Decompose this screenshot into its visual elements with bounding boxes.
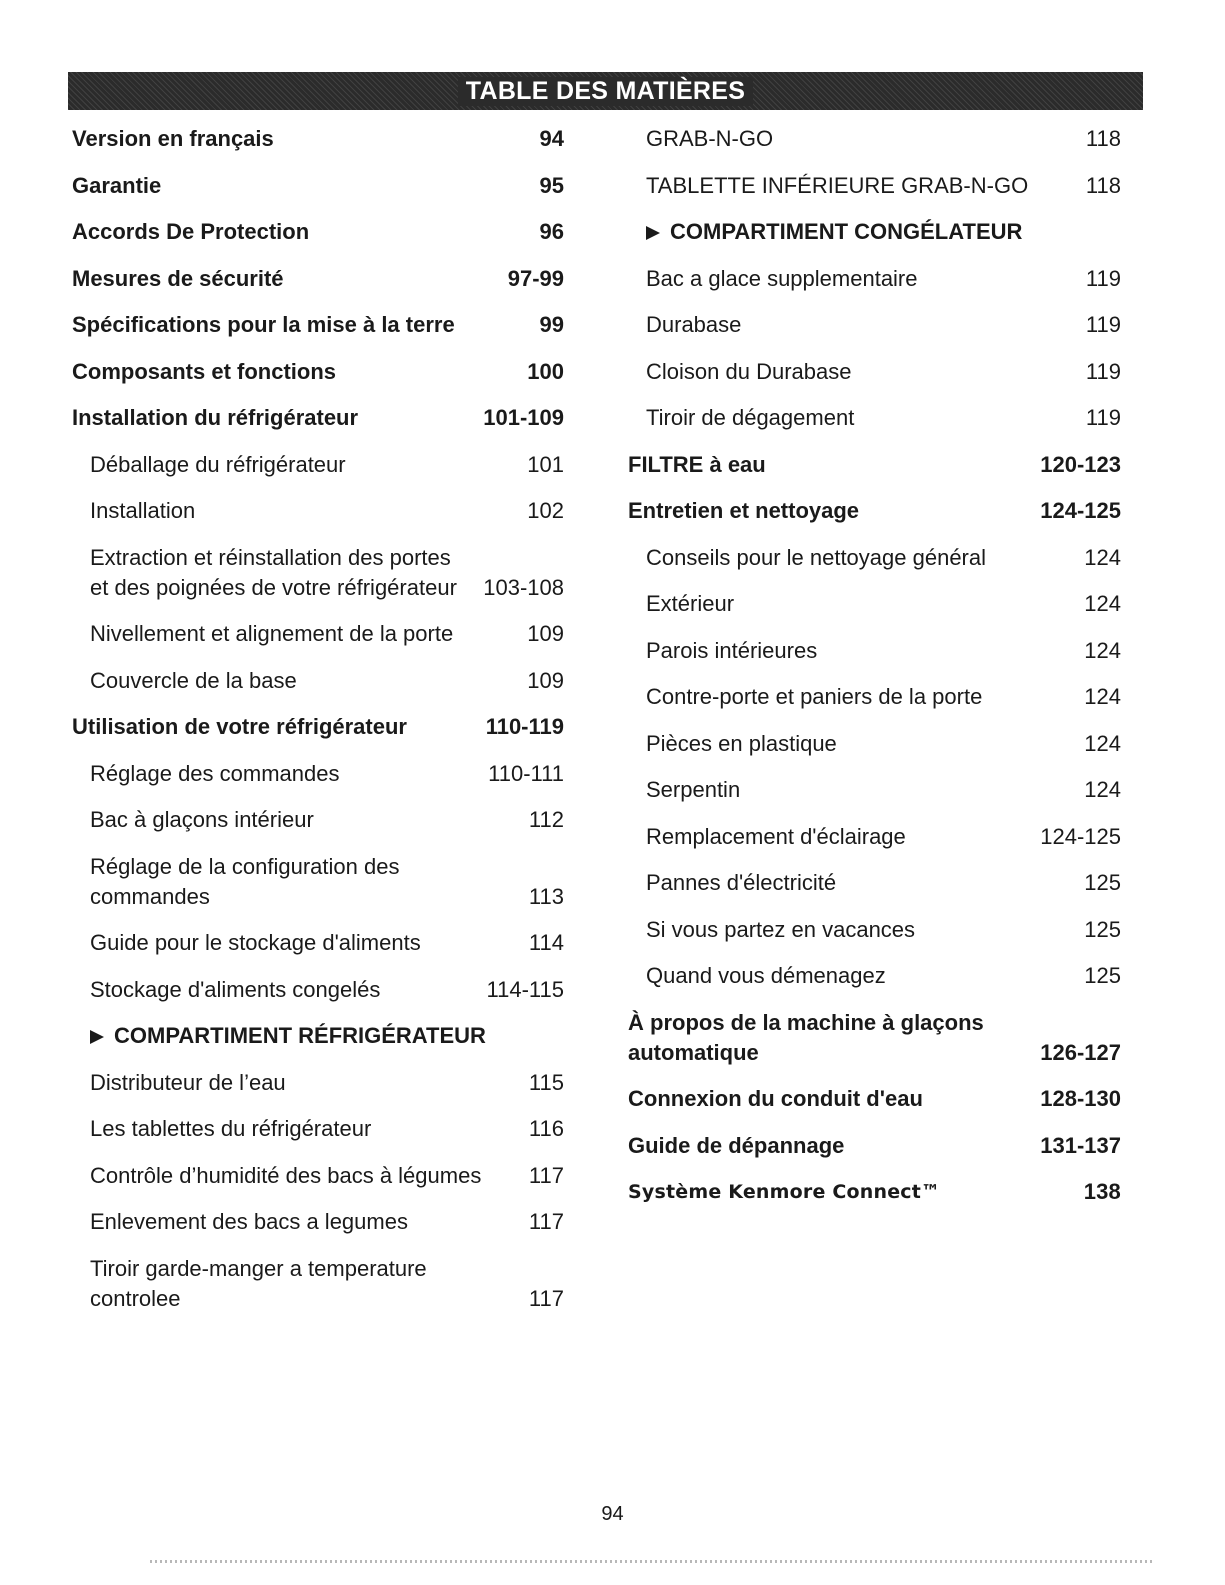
toc-entry-page: 95	[539, 172, 564, 198]
toc-entry-page: 119	[1085, 358, 1121, 384]
triangle-right-icon	[90, 1030, 104, 1044]
toc-entry[interactable]	[72, 759, 564, 789]
toc-entry-page: 119	[1085, 312, 1121, 337]
toc-entry-page: 125	[1084, 916, 1121, 942]
toc-entry-page: 118	[1085, 172, 1121, 198]
toc-entry-page: 124	[1084, 591, 1121, 616]
toc-entry[interactable]	[72, 403, 564, 433]
toc-entry-title: Nivellement et alignement de la porte	[90, 621, 454, 646]
toc-entry-page: 99	[539, 312, 564, 337]
toc-entry-title: Si vous partez en vacances	[646, 916, 916, 942]
page-number: 94	[601, 1503, 624, 1525]
page-title: TABLE DES MATIÈRES	[458, 77, 753, 106]
toc-entry-title: Installation du réfrigérateur	[72, 405, 359, 430]
toc-entry-title: Distributeur de l’eau	[90, 1069, 286, 1095]
toc-entry[interactable]	[628, 217, 1121, 247]
toc-entry[interactable]	[72, 496, 564, 526]
toc-entry[interactable]	[72, 264, 564, 294]
toc-entry-title: Durabase	[646, 312, 742, 337]
toc-entry-title: Contrôle d’humidité des bacs à légumes	[90, 1162, 482, 1188]
toc-entry[interactable]	[72, 450, 564, 480]
toc-entry-page: 113	[528, 883, 564, 909]
toc-entry[interactable]	[628, 264, 1121, 294]
toc-entry-page: 117	[528, 1285, 564, 1311]
toc-entry-title: Quand vous démenagez	[646, 963, 886, 988]
toc-entry-title: Entretien et nettoyage	[628, 498, 860, 523]
toc-entry[interactable]	[72, 543, 564, 603]
triangle-right-icon	[646, 226, 660, 240]
toc-entry-page: 124	[1084, 730, 1121, 756]
toc-entry-title: Bac a glace supplementaire	[646, 265, 918, 291]
toc-entry[interactable]	[628, 496, 1121, 526]
toc-entry-page: 115	[528, 1069, 564, 1095]
toc-entry-page: 128-130	[1040, 1086, 1121, 1111]
toc-entry-page: 116	[528, 1116, 564, 1141]
toc-entry-title: À propos de la machine à glaçons automatique	[628, 1009, 984, 1065]
toc-entry-page: 112	[528, 807, 564, 832]
toc-entry[interactable]	[628, 775, 1121, 805]
toc-entry-page: 124-125	[1040, 823, 1121, 849]
toc-entry-page: 125	[1084, 870, 1121, 895]
toc-entry[interactable]	[628, 589, 1121, 619]
toc-entry-page: 120-123	[1040, 451, 1121, 477]
section-title: COMPARTIMENT CONGÉLATEUR	[670, 219, 1023, 244]
toc-entry[interactable]	[628, 1008, 1121, 1068]
toc-entry[interactable]	[628, 636, 1121, 666]
toc-entry-page: 125	[1084, 963, 1121, 988]
toc-entry-title: Enlevement des bacs a legumes	[90, 1209, 408, 1234]
toc-entry-title: Serpentin	[646, 777, 741, 802]
toc-entry-title: Cloison du Durabase	[646, 358, 852, 384]
toc-entry-page: 110-111	[488, 760, 564, 786]
toc-entry-title: Système Kenmore Connect™	[628, 1181, 941, 1203]
toc-entry-page: 124	[1084, 637, 1121, 663]
toc-entry-page: 101	[527, 451, 564, 477]
toc-entry-page: 96	[539, 219, 564, 244]
toc-entry-page: 119	[1085, 265, 1121, 291]
toc-entry-title: Garantie	[72, 172, 162, 198]
toc-entry[interactable]	[72, 1068, 564, 1098]
toc-entry-title: Parois intérieures	[646, 637, 818, 663]
toc-entry[interactable]	[72, 928, 564, 958]
toc-entry-title: GRAB-N-GO	[646, 126, 774, 151]
toc-right-column	[628, 124, 1121, 1224]
toc-entry-title: Remplacement d'éclairage	[646, 823, 906, 849]
toc-entry[interactable]	[628, 171, 1121, 201]
toc-entry-title: Extraction et réinstallation des portes et des poignées de votre réfrigérateur	[90, 544, 457, 600]
toc-entry-page: 102	[527, 498, 564, 523]
toc-entry-title	[90, 1021, 564, 1051]
toc-entry[interactable]	[628, 1131, 1121, 1161]
toc-entry[interactable]	[628, 1177, 1121, 1207]
toc-entry-title: Réglage des commandes	[90, 760, 340, 786]
toc-entry-page: 119	[1085, 405, 1121, 430]
toc-entry[interactable]	[72, 357, 564, 387]
toc-entry-title: Les tablettes du réfrigérateur	[90, 1116, 372, 1141]
toc-entry-page: 109	[527, 621, 564, 646]
toc-entry[interactable]	[72, 217, 564, 247]
toc-entry-page: 109	[527, 667, 564, 693]
toc-entry-title: Extérieur	[646, 591, 735, 616]
toc-entry[interactable]	[72, 1207, 564, 1237]
toc-entry[interactable]	[72, 1254, 564, 1314]
toc-entry-title: TABLETTE INFÉRIEURE GRAB-N-GO	[646, 172, 1029, 198]
toc-entry-page: 131-137	[1040, 1132, 1121, 1158]
toc-entry[interactable]	[72, 1021, 564, 1051]
toc-entry-page: 101-109	[483, 405, 564, 430]
toc-entry[interactable]	[628, 1084, 1121, 1114]
toc-entry[interactable]	[72, 1161, 564, 1191]
toc-entry-title: Couvercle de la base	[90, 667, 297, 693]
toc-entry-page: 138	[1083, 1179, 1121, 1204]
toc-entry[interactable]	[628, 682, 1121, 712]
toc-entry-page: 100	[527, 358, 564, 384]
toc-entry[interactable]	[628, 868, 1121, 898]
toc-entry-page: 97-99	[507, 265, 564, 291]
toc-entry-title: Mesures de sécurité	[72, 265, 284, 291]
toc-entry-page: 94	[539, 126, 564, 151]
toc-entry-title: Réglage de la configuration des commandes	[90, 853, 400, 909]
toc-entry[interactable]	[628, 403, 1121, 433]
toc-entry[interactable]	[628, 822, 1121, 852]
toc-entry[interactable]	[72, 124, 564, 154]
toc-entry-title: Déballage du réfrigérateur	[90, 451, 346, 477]
toc-entry-title: Connexion du conduit d'eau	[628, 1086, 923, 1111]
toc-entry-page: 114	[528, 930, 564, 955]
toc-entry-page: 110-119	[485, 714, 564, 739]
toc-entry-title: Guide pour le stockage d'aliments	[90, 930, 421, 955]
toc-entry-page: 103-108	[483, 574, 564, 600]
toc-entry[interactable]	[72, 852, 564, 912]
toc-entry[interactable]	[628, 450, 1121, 480]
toc-entry-title: Utilisation de votre réfrigérateur	[72, 714, 407, 739]
toc-entry-title: Composants et fonctions	[72, 358, 337, 384]
toc-entry-title	[646, 217, 1121, 247]
toc-entry-title: FILTRE à eau	[628, 451, 766, 477]
toc-entry-title: Tiroir garde-manger a temperature controlee	[90, 1255, 427, 1311]
toc-entry[interactable]	[628, 729, 1121, 759]
toc-entry-title: Stockage d'aliments congelés	[90, 976, 381, 1002]
toc-entry[interactable]	[628, 915, 1121, 945]
toc-entry-title: Pièces en plastique	[646, 730, 837, 756]
toc-entry[interactable]	[72, 310, 564, 340]
toc-entry-title: Accords De Protection	[72, 219, 310, 244]
toc-entry-title: Spécifications pour la mise à la terre	[72, 312, 455, 337]
toc-entry-title: Version en français	[72, 126, 274, 151]
toc-entry-title: Conseils pour le nettoyage général	[646, 544, 987, 570]
toc-entry-page: 114-115	[486, 976, 564, 1002]
toc-entry[interactable]	[628, 310, 1121, 340]
toc-entry[interactable]	[628, 543, 1121, 573]
toc-entry-title: Pannes d'électricité	[646, 870, 837, 895]
toc-entry-page: 124-125	[1040, 498, 1121, 523]
toc-entry[interactable]	[72, 712, 564, 742]
scan-artifact-line	[150, 1560, 1155, 1563]
toc-entry-page: 117	[528, 1162, 564, 1188]
toc-entry[interactable]	[628, 124, 1121, 154]
toc-entry-page: 117	[528, 1209, 564, 1234]
toc-left-column	[72, 124, 564, 1330]
toc-entry-title: Tiroir de dégagement	[646, 405, 855, 430]
toc-entry[interactable]	[72, 1114, 564, 1144]
toc-entry-title: Bac à glaçons intérieur	[90, 807, 314, 832]
toc-entry[interactable]	[72, 619, 564, 649]
section-title: COMPARTIMENT RÉFRIGÉRATEUR	[114, 1023, 486, 1048]
toc-entry[interactable]	[628, 357, 1121, 387]
toc-entry[interactable]	[628, 961, 1121, 991]
toc-entry-page: 124	[1084, 544, 1121, 570]
toc-entry-title: Installation	[90, 498, 196, 523]
toc-entry-title: Contre-porte et paniers de la porte	[646, 684, 983, 709]
toc-entry-page: 124	[1084, 684, 1121, 709]
toc-entry[interactable]	[72, 171, 564, 201]
toc-entry-title: Guide de dépannage	[628, 1132, 845, 1158]
toc-entry[interactable]	[72, 805, 564, 835]
toc-entry-page: 126-127	[1040, 1039, 1121, 1065]
toc-entry[interactable]	[72, 666, 564, 696]
toc-entry[interactable]	[72, 975, 564, 1005]
toc-header-banner	[68, 72, 1143, 110]
toc-entry-page: 118	[1085, 126, 1121, 151]
toc-entry-page: 124	[1084, 777, 1121, 802]
